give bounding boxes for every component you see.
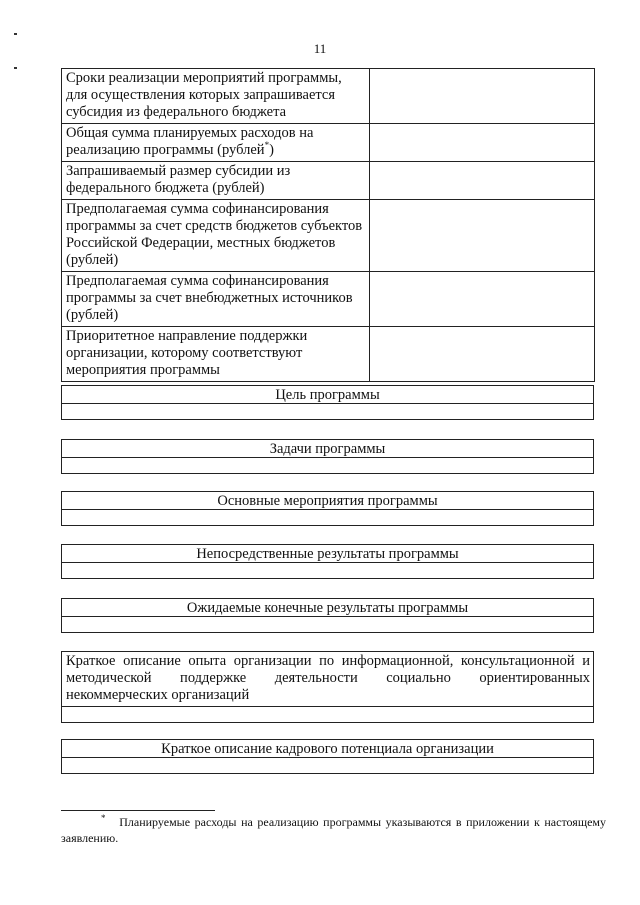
- row-label-extrabudgetary: Предполагаемая сумма софинансирования программы за счет внебюджетных источников (рублей): [62, 272, 370, 327]
- tasks-section: [61, 439, 594, 474]
- program-info-table: [61, 68, 595, 382]
- tasks-field: [62, 458, 593, 473]
- scan-mark: [14, 33, 17, 35]
- page-number: 11: [313, 41, 327, 56]
- row-label-regional-cofinancing: Предполагаемая сумма софинансирования программы за счет средств бюджетов субъектов Российской Федерации, местных бюджетов (рублей): [62, 200, 370, 272]
- activities-field: [62, 510, 593, 525]
- footnote-separator: [61, 810, 215, 811]
- direct-results-heading: Непосредственные результаты программы: [62, 545, 593, 563]
- goal-field: [62, 404, 593, 419]
- row-value-total-costs: [370, 124, 595, 162]
- row-value-priority: [370, 327, 595, 382]
- tasks-heading: Задачи программы: [62, 440, 593, 458]
- row-label-timeline: Сроки реализации мероприятий программы, для осуществления которых запрашивается субсидия из федерального бюджета: [62, 69, 370, 124]
- footnote-ref: *: [264, 140, 270, 151]
- label-text: Общая сумма планируемых расходов на реализацию программы (рублей: [66, 125, 314, 158]
- expected-results-heading: Ожидаемые конечные результаты программы: [62, 599, 593, 617]
- row-value-regional-cofinancing: [370, 200, 595, 272]
- row-label-total-costs: [62, 124, 370, 162]
- staff-field: [62, 758, 593, 773]
- footnote-text: [61, 814, 606, 846]
- staff-section: [61, 739, 594, 774]
- goal-section: [61, 385, 594, 420]
- direct-results-field: [62, 563, 593, 578]
- expected-results-field: [62, 617, 593, 632]
- activities-heading: Основные мероприятия программы: [62, 492, 593, 510]
- row-value-subsidy: [370, 162, 595, 200]
- table-row: [62, 272, 595, 327]
- table-row: [62, 69, 595, 124]
- experience-heading: Краткое описание опыта организации по информационной, консультационной и методической поддержке деятельности социально ориентированных некоммерческих организаций: [62, 652, 593, 707]
- row-label-subsidy: Запрашиваемый размер субсидии из федерального бюджета (рублей): [62, 162, 370, 200]
- expected-results-section: [61, 598, 594, 633]
- row-value-extrabudgetary: [370, 272, 595, 327]
- staff-heading: Краткое описание кадрового потенциала организации: [62, 740, 593, 758]
- table-row: [62, 327, 595, 382]
- footnote-body: Планируемые расходы на реализацию программы указываются в приложении к настоящему заявлению.: [61, 815, 606, 845]
- direct-results-section: [61, 544, 594, 579]
- footnote: [61, 814, 606, 846]
- footnote-mark: *: [101, 813, 106, 823]
- experience-field: [62, 707, 593, 722]
- row-label-priority: Приоритетное направление поддержки организации, которому соответствуют мероприятия программы: [62, 327, 370, 382]
- experience-section: [61, 651, 594, 723]
- table-row: [62, 124, 595, 162]
- activities-section: [61, 491, 594, 526]
- goal-heading: Цель программы: [62, 386, 593, 404]
- scan-mark: [14, 67, 17, 69]
- table-row: [62, 162, 595, 200]
- row-value-timeline: [370, 69, 595, 124]
- label-suffix: ): [269, 142, 274, 158]
- table-row: [62, 200, 595, 272]
